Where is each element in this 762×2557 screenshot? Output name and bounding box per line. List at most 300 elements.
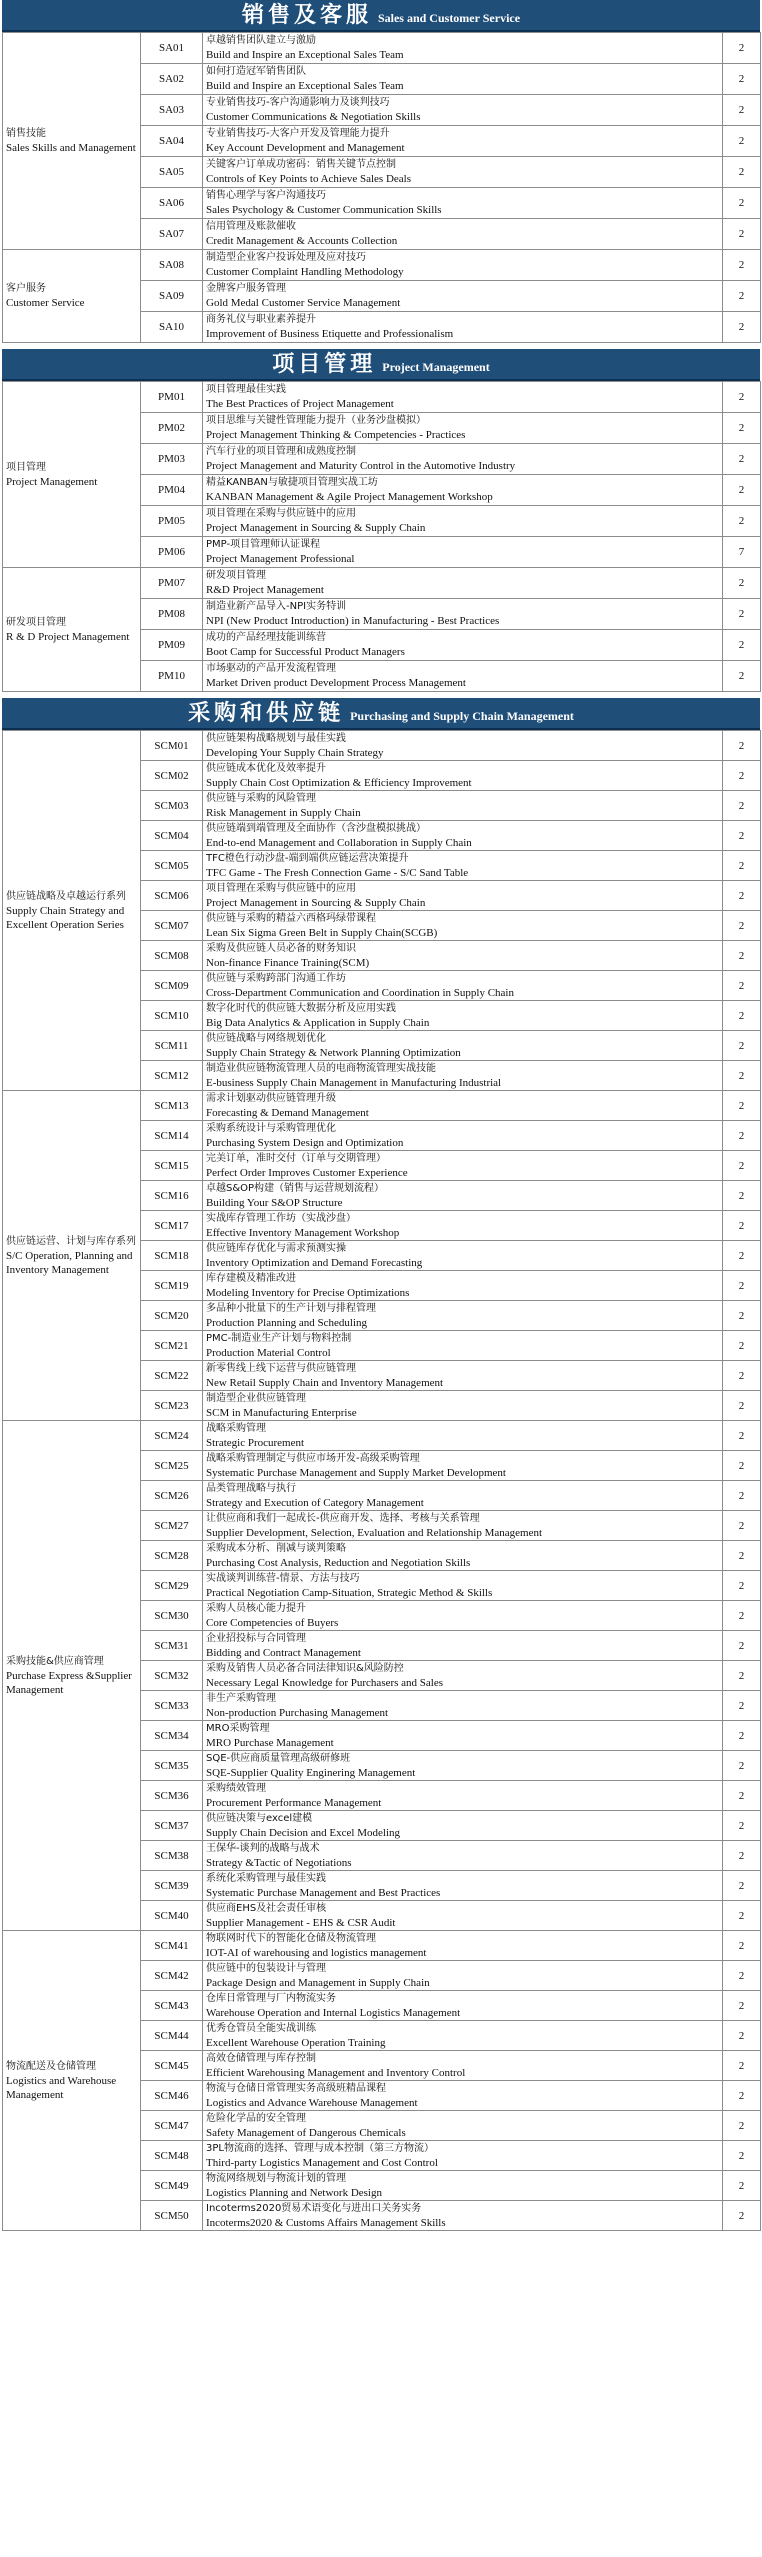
course-title xyxy=(203,1721,723,1751)
course-days: 2 xyxy=(723,1751,761,1781)
course-title-en: Logistics and Advance Warehouse Management xyxy=(206,2096,418,2109)
course-title xyxy=(203,1661,723,1691)
course-days: 2 xyxy=(723,33,761,64)
course-title-cn: 物流网络规划与物流计划的管理 xyxy=(206,2172,346,2184)
course-title-en: Cross-Department Communication and Coordination in Supply Chain xyxy=(206,986,514,999)
course-title-en: Project Management in Sourcing & Supply Chain xyxy=(206,896,426,909)
course-title xyxy=(203,126,723,157)
course-title-en: Inventory Optimization and Demand Forecasting xyxy=(206,1256,423,1269)
course-code: SCM43 xyxy=(141,1991,203,2021)
course-title xyxy=(203,33,723,64)
course-title-cn: 库存建模及精准改进 xyxy=(206,1272,296,1284)
course-title-en: TFC Game - The Fresh Connection Game - S/C Sand Table xyxy=(206,866,469,879)
course-title-cn: 供应商EHS及社会责任审核 xyxy=(206,1902,327,1914)
course-days: 2 xyxy=(723,599,761,630)
section-title-en: Purchasing and Supply Chain Management xyxy=(350,709,574,723)
course-code: SCM35 xyxy=(141,1751,203,1781)
course-title-cn: 供应链决策与excel建模 xyxy=(206,1812,313,1824)
course-days: 2 xyxy=(723,281,761,312)
course-days: 2 xyxy=(723,2171,761,2201)
course-days: 2 xyxy=(723,1931,761,1961)
course-title-cn: Incoterms2020贸易术语变化与进出口关务实务 xyxy=(206,2202,422,2214)
course-title xyxy=(203,1271,723,1301)
course-title-cn: 金牌客户服务管理 xyxy=(206,283,286,294)
course-days: 2 xyxy=(723,1871,761,1901)
course-title-en: Customer Communications & Negotiation Skills xyxy=(206,111,421,123)
category-cell xyxy=(3,1421,141,1931)
course-code: PM05 xyxy=(141,506,203,537)
course-title-cn: 项目管理在采购与供应链中的应用 xyxy=(206,882,356,894)
course-code: SCM08 xyxy=(141,941,203,971)
course-code: SA03 xyxy=(141,95,203,126)
course-code: PM02 xyxy=(141,413,203,444)
course-code: SCM45 xyxy=(141,2051,203,2081)
course-days: 2 xyxy=(723,971,761,1001)
course-title-en: Production Planning and Scheduling xyxy=(206,1316,368,1329)
course-days: 2 xyxy=(723,1331,761,1361)
course-title xyxy=(203,1991,723,2021)
course-title-en: Effective Inventory Management Workshop xyxy=(206,1226,400,1239)
category-cell xyxy=(3,382,141,568)
course-title-cn: 制造业供应链物流管理人员的电商物流管理实战技能 xyxy=(206,1062,436,1074)
course-code: SCM38 xyxy=(141,1841,203,1871)
course-title-cn: 供应链架构战略规划与最佳实践 xyxy=(206,732,346,744)
course-days: 2 xyxy=(723,382,761,413)
section-header xyxy=(2,0,760,32)
course-title-en: Credit Management & Accounts Collection xyxy=(206,235,398,247)
course-title xyxy=(203,2111,723,2141)
course-title xyxy=(203,1691,723,1721)
course-table xyxy=(2,32,761,343)
course-title xyxy=(203,1961,723,1991)
course-code: SCM30 xyxy=(141,1601,203,1631)
course-title xyxy=(203,1121,723,1151)
course-days: 2 xyxy=(723,312,761,343)
course-days: 2 xyxy=(723,568,761,599)
course-code: SCM20 xyxy=(141,1301,203,1331)
course-title-cn: 高效仓储管理与库存控制 xyxy=(206,2052,316,2064)
category-name-cn: 客户服务 xyxy=(6,283,46,294)
course-days: 2 xyxy=(723,1211,761,1241)
course-title-en: Core Competencies of Buyers xyxy=(206,1616,339,1629)
course-title-en: Systematic Purchase Management and Supply Market Development xyxy=(206,1466,506,1479)
course-title-cn: 非生产采购管理 xyxy=(206,1692,276,1704)
course-title-en: Lean Six Sigma Green Belt in Supply Chain(SCGB) xyxy=(206,926,438,939)
course-code: SCM33 xyxy=(141,1691,203,1721)
course-title xyxy=(203,881,723,911)
course-title xyxy=(203,761,723,791)
course-code: SCM07 xyxy=(141,911,203,941)
course-days: 2 xyxy=(723,661,761,692)
course-title-cn: 汽车行业的项目管理和成熟度控制 xyxy=(206,446,356,457)
course-title-cn: 3PL物流商的选择、管理与成本控制（第三方物流） xyxy=(206,2142,434,2154)
course-code: PM09 xyxy=(141,630,203,661)
course-title-cn: 卓越销售团队建立与激励 xyxy=(206,35,316,46)
course-title-en: Supplier Development, Selection, Evaluation and Relationship Management xyxy=(206,1526,543,1539)
course-title-en: Perfect Order Improves Customer Experience xyxy=(206,1166,408,1179)
course-title-en: Key Account Development and Management xyxy=(206,142,405,154)
course-title-cn: 仓库日常管理与厂内物流实务 xyxy=(206,1992,336,2004)
section-title-en: Project Management xyxy=(382,360,490,374)
course-title xyxy=(203,1361,723,1391)
course-title-cn: 完美订单，准时交付（订单与交期管理） xyxy=(206,1152,386,1164)
course-days: 2 xyxy=(723,250,761,281)
course-title-cn: 关键客户订单成功密码：销售关键节点控制 xyxy=(206,159,396,170)
course-title-cn: 供应链端到端管理及全面协作（含沙盘模拟挑战） xyxy=(206,822,426,834)
category-cell xyxy=(3,33,141,250)
section-title-cn: 采购和供应链 xyxy=(188,701,345,726)
course-title-cn: 采购系统设计与采购管理优化 xyxy=(206,1122,336,1134)
course-code: SCM32 xyxy=(141,1661,203,1691)
course-title-cn: 销售心理学与客户沟通技巧 xyxy=(206,190,326,201)
course-title-cn: 项目管理在采购与供应链中的应用 xyxy=(206,508,356,519)
category-cell xyxy=(3,250,141,343)
course-title xyxy=(203,537,723,568)
course-code: SCM18 xyxy=(141,1241,203,1271)
course-title-en: Systematic Purchase Management and Best Practices xyxy=(206,1886,441,1899)
course-days: 2 xyxy=(723,1091,761,1121)
course-title xyxy=(203,1481,723,1511)
course-title xyxy=(203,95,723,126)
course-days: 2 xyxy=(723,2111,761,2141)
course-title-en: Market Driven product Development Process Management xyxy=(206,677,466,689)
course-title xyxy=(203,821,723,851)
table-row xyxy=(3,568,761,599)
course-days: 2 xyxy=(723,506,761,537)
category-name-cn: 供应链战略及卓越运行系列 xyxy=(6,890,126,902)
course-code: SCM19 xyxy=(141,1271,203,1301)
course-title xyxy=(203,2051,723,2081)
table-row xyxy=(3,1931,761,1961)
course-days: 2 xyxy=(723,1301,761,1331)
course-title xyxy=(203,1931,723,1961)
course-code: SCM24 xyxy=(141,1421,203,1451)
table-row xyxy=(3,382,761,413)
category-name-cn: 供应链运营、计划与库存系列 xyxy=(6,1235,136,1247)
course-days: 2 xyxy=(723,1121,761,1151)
course-code: SCM15 xyxy=(141,1151,203,1181)
course-days: 2 xyxy=(723,1721,761,1751)
course-days: 2 xyxy=(723,941,761,971)
course-days: 2 xyxy=(723,1241,761,1271)
course-code: SCM10 xyxy=(141,1001,203,1031)
course-title xyxy=(203,1241,723,1271)
course-days: 2 xyxy=(723,851,761,881)
course-title-en: The Best Practices of Project Management xyxy=(206,398,394,410)
course-title xyxy=(203,2021,723,2051)
course-code: SA04 xyxy=(141,126,203,157)
course-title-en: Building Your S&OP Structure xyxy=(206,1196,343,1209)
course-code: SCM31 xyxy=(141,1631,203,1661)
course-title-cn: 研发项目管理 xyxy=(206,570,266,581)
course-code: SA02 xyxy=(141,64,203,95)
course-code: SCM27 xyxy=(141,1511,203,1541)
course-code: SCM42 xyxy=(141,1961,203,1991)
course-title-en: Forecasting & Demand Management xyxy=(206,1106,369,1119)
course-table xyxy=(2,381,761,692)
course-code: SCM34 xyxy=(141,1721,203,1751)
course-code: SCM25 xyxy=(141,1451,203,1481)
course-title xyxy=(203,157,723,188)
course-title-en: NPI (New Product Introduction) in Manufacturing - Best Practices xyxy=(206,615,500,627)
course-title-cn: 制造型企业客户投诉处理及应对技巧 xyxy=(206,252,366,263)
course-title-cn: SQE-供应商质量管理高级研修班 xyxy=(206,1752,351,1764)
course-title-cn: 成功的产品经理技能训练营 xyxy=(206,632,326,643)
course-title-cn: 供应链中的包装设计与管理 xyxy=(206,1962,326,1974)
course-days: 2 xyxy=(723,1511,761,1541)
course-title-cn: 供应链与采购跨部门沟通工作坊 xyxy=(206,972,346,984)
course-title-en: Supply Chain Strategy & Network Planning Optimization xyxy=(206,1046,461,1059)
course-title-cn: 专业销售技巧-大客户开发及管理能力提升 xyxy=(206,128,390,139)
course-title xyxy=(203,64,723,95)
course-title xyxy=(203,941,723,971)
category-name-en: Supply Chain Strategy and Excellent Operation Series xyxy=(6,904,125,931)
course-title xyxy=(203,2201,723,2231)
course-code: SA08 xyxy=(141,250,203,281)
course-title xyxy=(203,1451,723,1481)
category-cell xyxy=(3,568,141,692)
course-title xyxy=(203,1811,723,1841)
course-title-en: Improvement of Business Etiquette and Professionalism xyxy=(206,328,454,340)
course-title-en: Incoterms2020 & Customs Affairs Management Skills xyxy=(206,2216,446,2229)
course-title-en: Third-party Logistics Management and Cost Control xyxy=(206,2156,438,2169)
course-days: 2 xyxy=(723,1811,761,1841)
course-title-en: Supplier Management - EHS & CSR Audit xyxy=(206,1916,396,1929)
course-title-cn: 供应链与采购的风险管理 xyxy=(206,792,316,804)
course-title-en: KANBAN Management & Agile Project Management Workshop xyxy=(206,491,493,503)
course-code: SCM13 xyxy=(141,1091,203,1121)
section-title-cn: 销售及客服 xyxy=(241,3,372,28)
course-title xyxy=(203,1031,723,1061)
course-days: 7 xyxy=(723,537,761,568)
course-title xyxy=(203,1871,723,1901)
course-days: 2 xyxy=(723,1661,761,1691)
section-title-cn: 项目管理 xyxy=(272,352,377,377)
course-title xyxy=(203,1001,723,1031)
course-code: SCM21 xyxy=(141,1331,203,1361)
course-title-cn: 项目管理最佳实践 xyxy=(206,384,286,395)
course-days: 2 xyxy=(723,1991,761,2021)
course-code: SCM06 xyxy=(141,881,203,911)
course-title-en: IOT-AI of warehousing and logistics management xyxy=(206,1946,427,1959)
course-code: SCM05 xyxy=(141,851,203,881)
course-title xyxy=(203,444,723,475)
course-title-cn: 需求计划驱动供应链管理升级 xyxy=(206,1092,336,1104)
course-title-cn: MRO采购管理 xyxy=(206,1722,270,1734)
course-code: PM07 xyxy=(141,568,203,599)
course-title-cn: 企业招投标与合同管理 xyxy=(206,1632,306,1644)
course-title xyxy=(203,1841,723,1871)
course-title xyxy=(203,475,723,506)
course-title-en: Purchasing System Design and Optimization xyxy=(206,1136,404,1149)
course-days: 2 xyxy=(723,1271,761,1301)
course-title xyxy=(203,2081,723,2111)
course-days: 2 xyxy=(723,1031,761,1061)
course-title-en: Project Management Professional xyxy=(206,553,355,565)
course-title-en: Developing Your Supply Chain Strategy xyxy=(206,746,384,759)
course-title-en: Strategic Procurement xyxy=(206,1436,305,1449)
course-title-cn: 王保华-谈判的战略与战术 xyxy=(206,1842,320,1854)
course-code: SCM36 xyxy=(141,1781,203,1811)
category-cell xyxy=(3,1931,141,2231)
course-title-en: Safety Management of Dangerous Chemicals xyxy=(206,2126,406,2139)
course-days: 2 xyxy=(723,64,761,95)
course-days: 2 xyxy=(723,731,761,761)
course-title xyxy=(203,219,723,250)
course-title-cn: 专业销售技巧-客户沟通影响力及谈判技巧 xyxy=(206,97,390,108)
course-days: 2 xyxy=(723,1691,761,1721)
course-title-en: Modeling Inventory for Precise Optimizations xyxy=(206,1286,410,1299)
course-title xyxy=(203,1511,723,1541)
category-name-en: R & D Project Management xyxy=(6,630,130,643)
course-days: 2 xyxy=(723,1391,761,1421)
course-title-cn: 制造型企业供应链管理 xyxy=(206,1392,306,1404)
course-days: 2 xyxy=(723,1481,761,1511)
category-name-cn: 项目管理 xyxy=(6,461,46,473)
course-code: PM06 xyxy=(141,537,203,568)
course-code: SCM09 xyxy=(141,971,203,1001)
course-title xyxy=(203,281,723,312)
course-title-en: Production Material Control xyxy=(206,1346,331,1359)
course-title-cn: 项目思维与关键性管理能力提升（业务沙盘模拟） xyxy=(206,415,426,426)
course-days: 2 xyxy=(723,1631,761,1661)
course-code: PM10 xyxy=(141,661,203,692)
course-title-cn: 实战谈判训练营-情景、方法与技巧 xyxy=(206,1572,360,1584)
course-title xyxy=(203,413,723,444)
course-catalog xyxy=(2,0,760,2231)
course-title-cn: 信用管理及账款催收 xyxy=(206,221,296,232)
course-days: 2 xyxy=(723,1781,761,1811)
course-title-en: SQE-Supplier Quality Enginering Management xyxy=(206,1766,416,1779)
course-title xyxy=(203,971,723,1001)
course-code: SCM44 xyxy=(141,2021,203,2051)
course-days: 2 xyxy=(723,126,761,157)
section-header xyxy=(2,349,760,381)
course-title-en: MRO Purchase Management xyxy=(206,1736,334,1749)
category-name-en: Sales Skills and Management xyxy=(6,142,136,154)
course-title-cn: 数字化时代的供应链大数据分析及应用实践 xyxy=(206,1002,396,1014)
course-title-en: End-to-end Management and Collaboration in Supply Chain xyxy=(206,836,472,849)
course-title xyxy=(203,1211,723,1241)
category-name-cn: 采购技能&供应商管理 xyxy=(6,1655,104,1667)
course-title-en: Project Management and Maturity Control in the Automotive Industry xyxy=(206,460,516,472)
course-title-en: Supply Chain Cost Optimization & Efficiency Improvement xyxy=(206,776,472,789)
course-days: 2 xyxy=(723,2021,761,2051)
course-title-en: Excellent Warehouse Operation Training xyxy=(206,2036,386,2049)
course-days: 2 xyxy=(723,1841,761,1871)
course-title-cn: PMP-项目管理师认证课程 xyxy=(206,539,321,550)
course-title-en: Build and Inspire an Exceptional Sales Team xyxy=(206,80,404,92)
course-title-en: Necessary Legal Knowledge for Purchasers and Sales xyxy=(206,1676,444,1689)
course-title-en: Boot Camp for Successful Product Managers xyxy=(206,646,405,658)
course-title xyxy=(203,1331,723,1361)
course-days: 2 xyxy=(723,1961,761,1991)
course-title xyxy=(203,250,723,281)
category-name-cn: 销售技能 xyxy=(6,128,46,139)
course-title-cn: 供应链库存优化与需求预测实操 xyxy=(206,1242,346,1254)
course-title-cn: PMC-制造业生产计划与物料控制 xyxy=(206,1332,352,1344)
course-title-en: E-business Supply Chain Management in Manufacturing Industrial xyxy=(206,1076,502,1089)
category-name-en: S/C Operation, Planning and Inventory Management xyxy=(6,1249,133,1276)
course-days: 2 xyxy=(723,2051,761,2081)
course-code: SCM37 xyxy=(141,1811,203,1841)
course-code: SCM04 xyxy=(141,821,203,851)
course-code: SCM23 xyxy=(141,1391,203,1421)
course-title-cn: 制造业新产品导入-NPI实务特训 xyxy=(206,601,347,612)
section-title-en: Sales and Customer Service xyxy=(377,11,521,25)
course-title xyxy=(203,1751,723,1781)
course-title-cn: 多品种小批量下的生产计划与排程管理 xyxy=(206,1302,376,1314)
table-row xyxy=(3,1421,761,1451)
course-code: PM01 xyxy=(141,382,203,413)
section-header xyxy=(2,698,760,730)
course-title-en: Sales Psychology & Customer Communication Skills xyxy=(206,204,442,216)
course-title-cn: 供应链成本优化及效率提升 xyxy=(206,762,326,774)
course-title-en: SCM in Manufacturing Enterprise xyxy=(206,1406,357,1419)
course-title-cn: 采购绩效管理 xyxy=(206,1782,266,1794)
course-title-cn: 危险化学品的安全管理 xyxy=(206,2112,306,2124)
course-title-cn: 如何打造冠军销售团队 xyxy=(206,66,306,77)
course-code: SA01 xyxy=(141,33,203,64)
course-title xyxy=(203,599,723,630)
course-days: 2 xyxy=(723,413,761,444)
course-title-cn: 系统化采购管理与最佳实践 xyxy=(206,1872,326,1884)
course-title xyxy=(203,1181,723,1211)
course-title-cn: 采购及销售人员必备合同法律知识&风险防控 xyxy=(206,1662,404,1674)
course-title-en: Purchasing Cost Analysis, Reduction and Negotiation Skills xyxy=(206,1556,471,1569)
course-title-en: Big Data Analytics & Application in Supply Chain xyxy=(206,1016,430,1029)
course-days: 2 xyxy=(723,1571,761,1601)
category-name-en: Logistics and Warehouse Management xyxy=(6,2074,117,2101)
course-title-en: Practical Negotiation Camp-Situation, Strategic Method & Skills xyxy=(206,1586,493,1599)
course-title-cn: 品类管理战略与执行 xyxy=(206,1482,296,1494)
table-row xyxy=(3,250,761,281)
course-code: SA10 xyxy=(141,312,203,343)
course-title-cn: 实战库存管理工作坊（实战沙盘） xyxy=(206,1212,356,1224)
course-title-en: Bidding and Contract Management xyxy=(206,1646,361,1659)
category-name-en: Project Management xyxy=(6,475,98,488)
course-code: SCM16 xyxy=(141,1181,203,1211)
course-days: 2 xyxy=(723,2141,761,2171)
course-title xyxy=(203,731,723,761)
course-title-cn: 新零售线上线下运营与供应链管理 xyxy=(206,1362,356,1374)
course-days: 2 xyxy=(723,1451,761,1481)
course-code: SA06 xyxy=(141,188,203,219)
course-code: SCM03 xyxy=(141,791,203,821)
course-title xyxy=(203,1601,723,1631)
course-title-en: Customer Complaint Handling Methodology xyxy=(206,266,404,278)
course-days: 2 xyxy=(723,444,761,475)
course-code: SCM29 xyxy=(141,1571,203,1601)
course-title xyxy=(203,851,723,881)
course-title-cn: 商务礼仪与职业素养提升 xyxy=(206,314,316,325)
course-code: SCM40 xyxy=(141,1901,203,1931)
course-title-cn: 供应链战略与网络规划优化 xyxy=(206,1032,326,1044)
table-row xyxy=(3,33,761,64)
course-title xyxy=(203,661,723,692)
course-title-en: Supply Chain Decision and Excel Modeling xyxy=(206,1826,400,1839)
course-code: SCM11 xyxy=(141,1031,203,1061)
course-days: 2 xyxy=(723,2201,761,2231)
course-title-cn: TFC橙色行动沙盘-端到端供应链运营决策提升 xyxy=(206,852,409,864)
category-cell xyxy=(3,1091,141,1421)
course-title xyxy=(203,791,723,821)
course-code: PM04 xyxy=(141,475,203,506)
course-days: 2 xyxy=(723,1181,761,1211)
course-title-cn: 物流与仓储日常管理实务高级班精品课程 xyxy=(206,2082,386,2094)
course-days: 2 xyxy=(723,821,761,851)
course-title xyxy=(203,382,723,413)
